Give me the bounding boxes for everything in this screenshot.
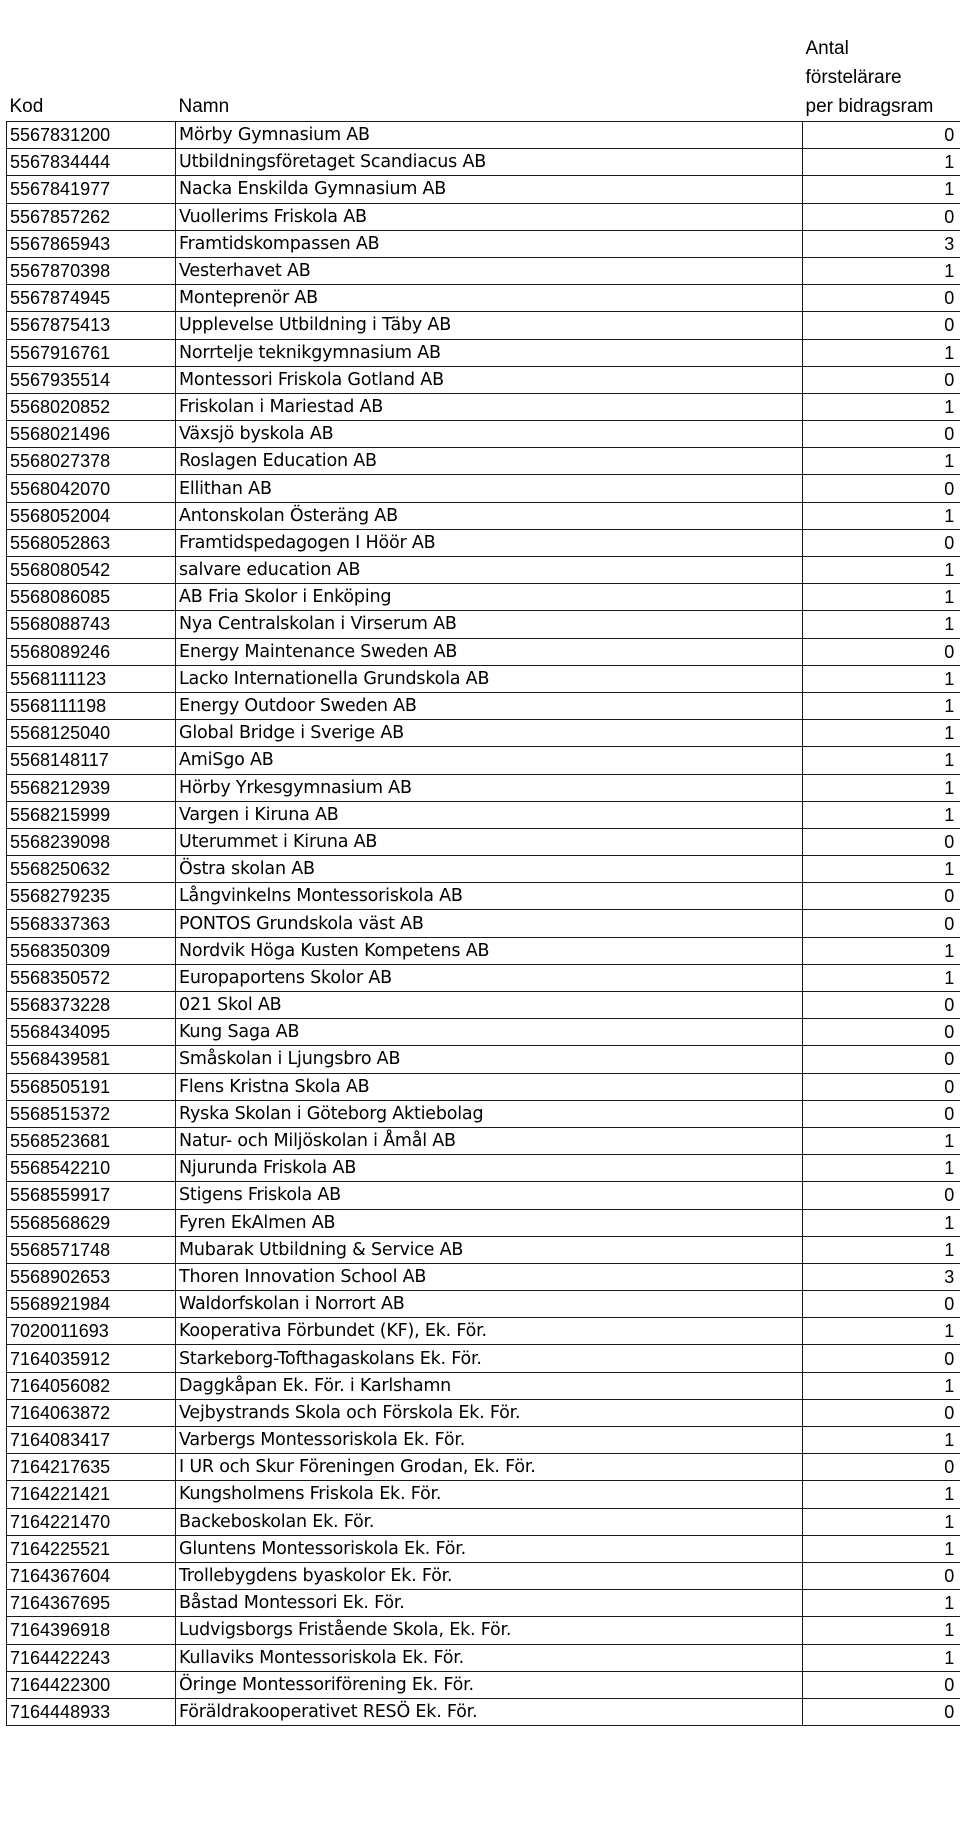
cell-kod: 5568921984 xyxy=(7,1291,176,1318)
cell-antal: 1 xyxy=(803,747,960,774)
cell-antal: 0 xyxy=(803,312,960,339)
cell-kod: 5568239098 xyxy=(7,828,176,855)
cell-kod: 7164422243 xyxy=(7,1644,176,1671)
table-row xyxy=(7,1263,960,1290)
cell-antal: 1 xyxy=(803,1508,960,1535)
cell-antal: 0 xyxy=(803,992,960,1019)
cell-namn: Starkeborg-Tofthagaskolans Ek. För. xyxy=(176,1345,803,1372)
table-row xyxy=(7,584,960,611)
table-row xyxy=(7,1535,960,1562)
table-row xyxy=(7,611,960,638)
cell-namn: Kungsholmens Friskola Ek. För. xyxy=(176,1481,803,1508)
table-row xyxy=(7,1481,960,1508)
cell-antal: 1 xyxy=(803,1617,960,1644)
table-row xyxy=(7,1508,960,1535)
table-row xyxy=(7,1372,960,1399)
table-row xyxy=(7,1236,960,1263)
table-row xyxy=(7,1617,960,1644)
cell-antal: 0 xyxy=(803,883,960,910)
cell-antal: 1 xyxy=(803,584,960,611)
cell-kod: 5567834444 xyxy=(7,149,176,176)
cell-namn: Växsjö byskola AB xyxy=(176,421,803,448)
cell-namn: Natur- och Miljöskolan i Åmål AB xyxy=(176,1127,803,1154)
cell-kod: 5568279235 xyxy=(7,883,176,910)
cell-namn: Framtidspedagogen I Höör AB xyxy=(176,529,803,556)
cell-antal: 0 xyxy=(803,1073,960,1100)
cell-kod: 5567916761 xyxy=(7,339,176,366)
cell-antal: 1 xyxy=(803,720,960,747)
cell-namn: Monteprenör AB xyxy=(176,285,803,312)
cell-kod: 5568559917 xyxy=(7,1182,176,1209)
cell-antal: 0 xyxy=(803,1562,960,1589)
cell-namn: Fyren EkAlmen AB xyxy=(176,1209,803,1236)
cell-namn: Friskolan i Mariestad AB xyxy=(176,393,803,420)
cell-kod: 5567935514 xyxy=(7,366,176,393)
cell-namn: Gluntens Montessoriskola Ek. För. xyxy=(176,1535,803,1562)
table-header xyxy=(7,1,960,122)
cell-antal: 0 xyxy=(803,1019,960,1046)
cell-kod: 5567831200 xyxy=(7,122,176,149)
cell-kod: 5568568629 xyxy=(7,1209,176,1236)
cell-namn: Njurunda Friskola AB xyxy=(176,1155,803,1182)
data-table xyxy=(6,1,960,1726)
table-row xyxy=(7,1562,960,1589)
cell-namn: Global Bridge i Sverige AB xyxy=(176,720,803,747)
cell-namn: Föräldrakooperativet RESÖ Ek. För. xyxy=(176,1698,803,1725)
cell-antal: 0 xyxy=(803,1291,960,1318)
cell-kod: 5568337363 xyxy=(7,910,176,937)
cell-kod: 5567841977 xyxy=(7,176,176,203)
cell-kod: 7164217635 xyxy=(7,1454,176,1481)
cell-kod: 7020011693 xyxy=(7,1318,176,1345)
cell-antal: 1 xyxy=(803,611,960,638)
cell-antal: 0 xyxy=(803,910,960,937)
table-row xyxy=(7,692,960,719)
table-row xyxy=(7,774,960,801)
cell-antal: 0 xyxy=(803,421,960,448)
table-row xyxy=(7,529,960,556)
cell-antal: 1 xyxy=(803,774,960,801)
table-row xyxy=(7,475,960,502)
cell-antal: 1 xyxy=(803,1127,960,1154)
table-row xyxy=(7,1644,960,1671)
cell-antal: 1 xyxy=(803,1155,960,1182)
table-row xyxy=(7,230,960,257)
header-antal xyxy=(803,1,960,122)
cell-antal: 1 xyxy=(803,692,960,719)
cell-antal: 0 xyxy=(803,1454,960,1481)
table-row xyxy=(7,1127,960,1154)
table-row xyxy=(7,448,960,475)
table-row xyxy=(7,964,960,991)
cell-kod: 5568027378 xyxy=(7,448,176,475)
cell-namn: Mubarak Utbildning & Service AB xyxy=(176,1236,803,1263)
table-row xyxy=(7,747,960,774)
cell-kod: 7164448933 xyxy=(7,1698,176,1725)
cell-antal: 1 xyxy=(803,176,960,203)
cell-antal: 3 xyxy=(803,1263,960,1290)
cell-namn: Båstad Montessori Ek. För. xyxy=(176,1590,803,1617)
table-row xyxy=(7,1073,960,1100)
cell-namn: I UR och Skur Föreningen Grodan, Ek. För. xyxy=(176,1454,803,1481)
table-row xyxy=(7,665,960,692)
cell-antal: 1 xyxy=(803,665,960,692)
table-row xyxy=(7,502,960,529)
cell-namn: Roslagen Education AB xyxy=(176,448,803,475)
cell-kod: 5568020852 xyxy=(7,393,176,420)
cell-kod: 7164221421 xyxy=(7,1481,176,1508)
cell-namn: Vesterhavet AB xyxy=(176,257,803,284)
table-row xyxy=(7,421,960,448)
cell-antal: 0 xyxy=(803,475,960,502)
cell-kod: 5567870398 xyxy=(7,257,176,284)
table-row xyxy=(7,828,960,855)
table-row xyxy=(7,937,960,964)
cell-antal: 1 xyxy=(803,1535,960,1562)
table-row xyxy=(7,1345,960,1372)
table-row xyxy=(7,883,960,910)
cell-namn: Vuollerims Friskola AB xyxy=(176,203,803,230)
cell-namn: Waldorfskolan i Norrort AB xyxy=(176,1291,803,1318)
cell-kod: 5568212939 xyxy=(7,774,176,801)
cell-antal: 1 xyxy=(803,448,960,475)
cell-kod: 5568080542 xyxy=(7,557,176,584)
cell-namn: Mörby Gymnasium AB xyxy=(176,122,803,149)
cell-kod: 7164035912 xyxy=(7,1345,176,1372)
cell-antal: 1 xyxy=(803,801,960,828)
cell-namn: Östra skolan AB xyxy=(176,856,803,883)
table-row xyxy=(7,339,960,366)
cell-antal: 0 xyxy=(803,366,960,393)
cell-antal: 0 xyxy=(803,1046,960,1073)
cell-namn: Europaportens Skolor AB xyxy=(176,964,803,991)
cell-namn: 021 Skol AB xyxy=(176,992,803,1019)
cell-antal: 1 xyxy=(803,1318,960,1345)
header-row xyxy=(7,1,960,122)
cell-kod: 5568542210 xyxy=(7,1155,176,1182)
cell-namn: AmiSgo AB xyxy=(176,747,803,774)
cell-namn: Småskolan i Ljungsbro AB xyxy=(176,1046,803,1073)
table-row xyxy=(7,856,960,883)
table-row xyxy=(7,1427,960,1454)
cell-antal: 0 xyxy=(803,1100,960,1127)
cell-namn: Kullaviks Montessoriskola Ek. För. xyxy=(176,1644,803,1671)
cell-kod: 5568215999 xyxy=(7,801,176,828)
cell-namn: Thoren Innovation School AB xyxy=(176,1263,803,1290)
cell-antal: 1 xyxy=(803,964,960,991)
cell-namn: Vejbystrands Skola och Förskola Ek. För. xyxy=(176,1399,803,1426)
table-row xyxy=(7,1454,960,1481)
cell-namn: Stigens Friskola AB xyxy=(176,1182,803,1209)
cell-kod: 7164422300 xyxy=(7,1671,176,1698)
cell-namn: Nya Centralskolan i Virserum AB xyxy=(176,611,803,638)
table-row xyxy=(7,910,960,937)
cell-antal: 0 xyxy=(803,1182,960,1209)
cell-kod: 5568021496 xyxy=(7,421,176,448)
cell-namn: Uterummet i Kiruna AB xyxy=(176,828,803,855)
cell-namn: Kung Saga AB xyxy=(176,1019,803,1046)
cell-kod: 7164083417 xyxy=(7,1427,176,1454)
cell-namn: Varbergs Montessoriskola Ek. För. xyxy=(176,1427,803,1454)
cell-kod: 5568902653 xyxy=(7,1263,176,1290)
cell-kod: 5568515372 xyxy=(7,1100,176,1127)
table-row xyxy=(7,557,960,584)
cell-antal: 0 xyxy=(803,638,960,665)
table-row xyxy=(7,366,960,393)
cell-antal: 1 xyxy=(803,1236,960,1263)
header-antal-line: förstelärare xyxy=(805,67,902,88)
table-row xyxy=(7,312,960,339)
cell-antal: 0 xyxy=(803,1345,960,1372)
table-row xyxy=(7,992,960,1019)
cell-namn: Hörby Yrkesgymnasium AB xyxy=(176,774,803,801)
cell-namn: Kooperativa Förbundet (KF), Ek. För. xyxy=(176,1318,803,1345)
header-antal-line: Antal xyxy=(805,38,849,59)
cell-antal: 1 xyxy=(803,1427,960,1454)
cell-kod: 7164225521 xyxy=(7,1535,176,1562)
table-row xyxy=(7,393,960,420)
table-row xyxy=(7,1698,960,1725)
table-row xyxy=(7,638,960,665)
cell-kod: 7164221470 xyxy=(7,1508,176,1535)
cell-namn: Framtidskompassen AB xyxy=(176,230,803,257)
table-row xyxy=(7,1291,960,1318)
cell-kod: 7164056082 xyxy=(7,1372,176,1399)
cell-kod: 5568523681 xyxy=(7,1127,176,1154)
cell-namn: Energy Maintenance Sweden AB xyxy=(176,638,803,665)
cell-kod: 7164367695 xyxy=(7,1590,176,1617)
cell-namn: Öringe Montessoriförening Ek. För. xyxy=(176,1671,803,1698)
cell-namn: Utbildningsföretaget Scandiacus AB xyxy=(176,149,803,176)
table-row xyxy=(7,1318,960,1345)
cell-kod: 5567875413 xyxy=(7,312,176,339)
cell-antal: 0 xyxy=(803,1671,960,1698)
cell-antal: 1 xyxy=(803,502,960,529)
cell-antal: 1 xyxy=(803,393,960,420)
cell-namn: Trollebygdens byaskolor Ek. För. xyxy=(176,1562,803,1589)
table-row xyxy=(7,1671,960,1698)
cell-namn: Energy Outdoor Sweden AB xyxy=(176,692,803,719)
cell-antal: 1 xyxy=(803,1209,960,1236)
cell-kod: 5568350309 xyxy=(7,937,176,964)
cell-kod: 5568505191 xyxy=(7,1073,176,1100)
cell-kod: 7164367604 xyxy=(7,1562,176,1589)
cell-kod: 5568250632 xyxy=(7,856,176,883)
header-kod: Kod xyxy=(7,1,176,122)
table-row xyxy=(7,1155,960,1182)
cell-antal: 0 xyxy=(803,1698,960,1725)
cell-kod: 5568086085 xyxy=(7,584,176,611)
cell-namn: Montessori Friskola Gotland AB xyxy=(176,366,803,393)
cell-antal: 0 xyxy=(803,1399,960,1426)
cell-namn: Ellithan AB xyxy=(176,475,803,502)
cell-kod: 5567874945 xyxy=(7,285,176,312)
cell-antal: 0 xyxy=(803,203,960,230)
cell-antal: 1 xyxy=(803,1372,960,1399)
table-row xyxy=(7,149,960,176)
cell-kod: 5568125040 xyxy=(7,720,176,747)
cell-antal: 1 xyxy=(803,1644,960,1671)
cell-namn: Nordvik Höga Kusten Kompetens AB xyxy=(176,937,803,964)
cell-namn: Upplevelse Utbildning i Täby AB xyxy=(176,312,803,339)
cell-antal: 3 xyxy=(803,230,960,257)
cell-kod: 5568088743 xyxy=(7,611,176,638)
cell-antal: 1 xyxy=(803,1590,960,1617)
cell-kod: 7164396918 xyxy=(7,1617,176,1644)
cell-antal: 0 xyxy=(803,529,960,556)
cell-antal: 0 xyxy=(803,122,960,149)
cell-antal: 0 xyxy=(803,285,960,312)
cell-namn: Backeboskolan Ek. För. xyxy=(176,1508,803,1535)
table-row xyxy=(7,720,960,747)
cell-antal: 1 xyxy=(803,856,960,883)
cell-kod: 5568148117 xyxy=(7,747,176,774)
cell-namn: Långvinkelns Montessoriskola AB xyxy=(176,883,803,910)
cell-namn: Antonskolan Österäng AB xyxy=(176,502,803,529)
cell-kod: 5568571748 xyxy=(7,1236,176,1263)
table-row xyxy=(7,1019,960,1046)
cell-antal: 1 xyxy=(803,257,960,284)
cell-antal: 1 xyxy=(803,937,960,964)
cell-kod: 5568111198 xyxy=(7,692,176,719)
cell-namn: Ryska Skolan i Göteborg Aktiebolag xyxy=(176,1100,803,1127)
cell-kod: 5567857262 xyxy=(7,203,176,230)
cell-namn: Daggkåpan Ek. För. i Karlshamn xyxy=(176,1372,803,1399)
cell-antal: 1 xyxy=(803,557,960,584)
table-row xyxy=(7,176,960,203)
table-row xyxy=(7,1590,960,1617)
cell-kod: 5568052004 xyxy=(7,502,176,529)
cell-kod: 5568052863 xyxy=(7,529,176,556)
cell-kod: 5568111123 xyxy=(7,665,176,692)
cell-kod: 5568373228 xyxy=(7,992,176,1019)
cell-namn: Nacka Enskilda Gymnasium AB xyxy=(176,176,803,203)
table-row xyxy=(7,203,960,230)
cell-antal: 1 xyxy=(803,149,960,176)
table-row xyxy=(7,1399,960,1426)
cell-namn: Lacko Internationella Grundskola AB xyxy=(176,665,803,692)
table-row xyxy=(7,1100,960,1127)
cell-namn: PONTOS Grundskola väst AB xyxy=(176,910,803,937)
cell-antal: 1 xyxy=(803,339,960,366)
cell-kod: 5568089246 xyxy=(7,638,176,665)
cell-namn: salvare education AB xyxy=(176,557,803,584)
cell-kod: 5568439581 xyxy=(7,1046,176,1073)
table-row xyxy=(7,801,960,828)
cell-namn: AB Fria Skolor i Enköping xyxy=(176,584,803,611)
cell-namn: Ludvigsborgs Fristående Skola, Ek. För. xyxy=(176,1617,803,1644)
cell-kod: 7164063872 xyxy=(7,1399,176,1426)
cell-kod: 5567865943 xyxy=(7,230,176,257)
cell-namn: Vargen i Kiruna AB xyxy=(176,801,803,828)
cell-namn: Norrtelje teknikgymnasium AB xyxy=(176,339,803,366)
cell-namn: Flens Kristna Skola AB xyxy=(176,1073,803,1100)
header-antal-stack xyxy=(806,34,960,121)
header-antal-line: per bidragsram xyxy=(805,96,934,117)
table-row xyxy=(7,122,960,149)
table-row xyxy=(7,1182,960,1209)
cell-kod: 5568434095 xyxy=(7,1019,176,1046)
header-namn: Namn xyxy=(176,1,803,122)
table-row xyxy=(7,257,960,284)
cell-antal: 0 xyxy=(803,828,960,855)
cell-kod: 5568350572 xyxy=(7,964,176,991)
table-row xyxy=(7,285,960,312)
table-body xyxy=(7,122,960,1726)
cell-kod: 5568042070 xyxy=(7,475,176,502)
table-row xyxy=(7,1209,960,1236)
cell-antal: 1 xyxy=(803,1481,960,1508)
table-row xyxy=(7,1046,960,1073)
